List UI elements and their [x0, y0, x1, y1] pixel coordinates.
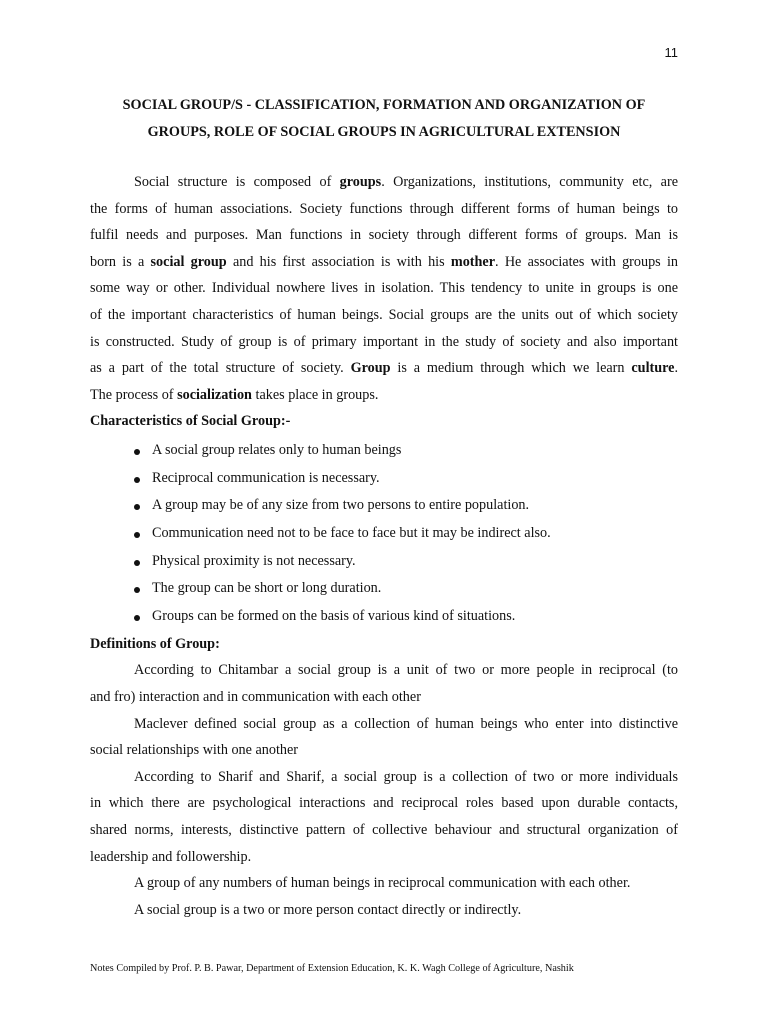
intro-paragraph: [90, 169, 678, 408]
definition-paragraph: [90, 897, 678, 924]
text-run: born is a: [90, 253, 151, 270]
characteristic-item: [90, 548, 678, 576]
text-run: is constructed. Study of group is of primary important in the study of society and also important: [90, 333, 678, 350]
text-run: is a medium through which we learn: [390, 360, 632, 377]
text-run: fulfil needs and purposes. Man functions in society through different forms of groups. Man is: [90, 227, 678, 244]
intro-line: [90, 329, 678, 356]
page-number: 11: [664, 45, 678, 60]
definition-line: social relationships with one another: [90, 742, 299, 759]
bold-term: mother: [450, 253, 496, 270]
intro-line: [90, 382, 678, 409]
text-run: takes place in groups.: [251, 386, 379, 403]
text-run: Social structure is composed of: [134, 174, 340, 190]
definition-line: leadership and followership.: [90, 848, 252, 865]
definition-paragraph: [90, 764, 678, 870]
document-body: [90, 169, 678, 923]
text-run: of the important characteristics of human beings. Social groups are the units out of which society: [90, 306, 678, 323]
bold-term: social group: [150, 253, 227, 270]
characteristic-text: Physical proximity is not necessary.: [152, 552, 356, 569]
characteristic-text: The group can be short or long duration.: [152, 580, 382, 597]
intro-line: [90, 249, 678, 276]
intro-line: [90, 275, 678, 302]
characteristics-heading: Characteristics of Social Group:-: [90, 413, 291, 430]
definition-line: shared norms, interests, distinctive pattern of collective behaviour and structural organization of: [90, 821, 678, 838]
definitions-section: [90, 657, 678, 923]
definition-paragraph: [90, 870, 678, 897]
text-run: the forms of human associations. Society functions through different forms of human beings to: [90, 200, 678, 217]
definition-line: A group of any numbers of human beings in reciprocal communication with each other.: [134, 875, 631, 892]
bold-term: Group: [350, 360, 391, 377]
bullet-icon: [134, 477, 140, 483]
characteristic-text: Groups can be formed on the basis of various kind of situations.: [152, 608, 516, 625]
bullet-icon: [134, 449, 140, 455]
bullet-icon: [134, 587, 140, 593]
text-run: some way or other. Individual nowhere lives in isolation. This tendency to unite in groups is one: [90, 280, 678, 297]
characteristic-item: [90, 603, 678, 631]
characteristic-item: [90, 437, 678, 465]
document-title: [90, 92, 678, 146]
intro-line: [90, 196, 678, 223]
intro-line: [90, 169, 678, 196]
characteristic-item: [90, 575, 678, 603]
page-footer: Notes Compiled by Prof. P. B. Pawar, Department of Extension Education, K. K. Wagh College of Agriculture, Nashik: [90, 963, 574, 974]
characteristic-item: [90, 492, 678, 520]
bullet-icon: [134, 504, 140, 510]
characteristics-list: [90, 437, 678, 631]
text-run: .: [674, 360, 679, 377]
definition-line: and fro) interaction and in communication with each other: [90, 688, 421, 705]
characteristic-text: A group may be of any size from two persons to entire population.: [152, 497, 530, 514]
characteristic-text: Reciprocal communication is necessary.: [152, 469, 380, 486]
definition-paragraph: [90, 657, 678, 710]
definition-line: A social group is a two or more person contact directly or indirectly.: [134, 901, 522, 918]
characteristic-item: [90, 465, 678, 493]
definitions-heading: Definitions of Group:: [90, 635, 220, 652]
title-line-1: SOCIAL GROUP/S - CLASSIFICATION, FORMATION AND ORGANIZATION OF: [122, 97, 646, 113]
intro-line: [90, 355, 678, 382]
intro-line: [90, 302, 678, 329]
title-line-2: GROUPS, ROLE OF SOCIAL GROUPS IN AGRICULTURAL EXTENSION: [147, 124, 621, 140]
text-run: . Organizations, institutions, community etc, are: [381, 174, 678, 190]
definition-line: According to Chitambar a social group is a unit of two or more people in reciprocal (to: [134, 662, 678, 679]
bold-term: socialization: [177, 386, 252, 403]
characteristic-text: Communication need not to be face to face but it may be indirect also.: [152, 525, 551, 541]
bullet-icon: [134, 560, 140, 566]
text-run: and his first association is with his: [226, 253, 451, 270]
definition-line: Maclever defined social group as a collection of human beings who enter into distinctive: [134, 715, 678, 732]
text-run: The process of: [90, 386, 178, 403]
characteristic-text: A social group relates only to human beings: [152, 441, 402, 458]
text-run: as a part of the total structure of society.: [90, 360, 351, 377]
intro-line: [90, 222, 678, 249]
definition-paragraph: [90, 711, 678, 764]
text-run: . He associates with groups in: [495, 253, 678, 270]
definition-line: in which there are psychological interactions and reciprocal roles based upon durable contacts,: [90, 795, 678, 812]
bold-term: culture: [631, 360, 675, 377]
definition-line: According to Sharif and Sharif, a social group is a collection of two or more individuals: [134, 768, 678, 785]
bullet-icon: [134, 532, 140, 538]
bullet-icon: [134, 615, 140, 621]
bold-term: groups: [339, 174, 382, 190]
characteristic-item: [90, 520, 678, 548]
